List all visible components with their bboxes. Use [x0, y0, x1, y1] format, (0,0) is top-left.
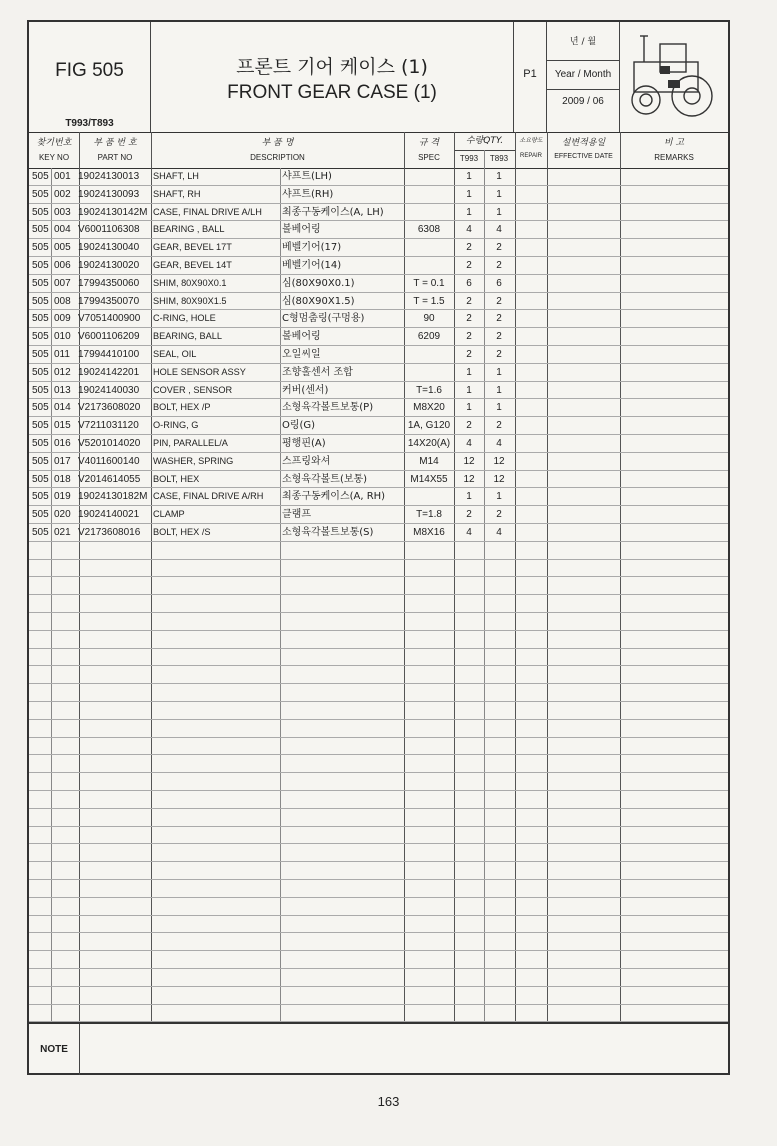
cell-en: BOLT, HEX /S [153, 527, 211, 537]
cell-en: BEARING , BALL [153, 224, 225, 235]
table-row [29, 275, 728, 293]
col-spec-ko: 규 격 [418, 138, 440, 148]
cell-ko: 최종구동케이스(A, LH) [282, 206, 384, 218]
table-row [29, 488, 728, 506]
cell-q1: 2 [466, 331, 472, 343]
empty-row [29, 773, 728, 791]
cell-q2: 1 [496, 491, 502, 503]
cell-q1: 12 [463, 455, 475, 467]
column-header-row [29, 132, 728, 169]
cell-key: 007 [54, 277, 71, 289]
cell-key: 016 [54, 438, 71, 449]
cell-q2: 2 [496, 420, 502, 432]
empty-row [29, 631, 728, 649]
date-label-korean: 년 / 월 [569, 37, 597, 47]
empty-row [29, 720, 728, 738]
cell-key: 015 [54, 420, 71, 432]
cell-ko: 베벨기어(14) [282, 260, 342, 271]
cell-key: 013 [54, 384, 71, 396]
cell-ko: 볼베어링 [282, 331, 321, 343]
cell-part: 19024142201 [78, 366, 140, 378]
table-row [29, 204, 728, 222]
cell-key: 012 [54, 366, 71, 378]
cell-spec: 6209 [417, 331, 441, 343]
cell-en: BOLT, HEX [153, 473, 200, 484]
col-part [79, 132, 151, 168]
cell-ko: 볼베어링 [282, 224, 321, 236]
empty-row [29, 916, 728, 934]
cell-q2: 2 [496, 242, 502, 254]
table-row [29, 364, 728, 382]
cell-part: V2173608020 [78, 402, 141, 414]
cell-q2: 12 [493, 473, 505, 485]
cell-en: CASE, FINAL DRIVE A/RH [153, 491, 264, 502]
cell-fig: 505 [32, 313, 49, 325]
cell-q1: 1 [466, 366, 472, 378]
cell-q1: 1 [466, 384, 472, 396]
col-desc-ko: 부 품 명 [261, 138, 294, 148]
col-qty-t893: T893 [489, 154, 509, 163]
tractor-icon [620, 22, 728, 132]
cell-q2: 2 [496, 331, 502, 343]
cell-q2: 4 [496, 224, 502, 236]
cell-ko: 오일씨일 [282, 349, 321, 360]
cell-ko: 스프링와셔 [282, 455, 331, 467]
empty-row [29, 577, 728, 595]
page-number: 163 [377, 1094, 400, 1109]
cell-part: 19024140021 [78, 509, 140, 521]
cell-q1: 1 [466, 402, 472, 414]
table-row [29, 239, 728, 257]
cell-key: 010 [54, 331, 71, 343]
col-qty-t993: T993 [459, 154, 479, 163]
cell-q1: 4 [466, 438, 472, 449]
cell-fig: 505 [32, 473, 49, 485]
cell-q2: 1 [496, 384, 502, 396]
page-code: P1 [523, 68, 537, 80]
empty-row [29, 898, 728, 916]
title-english: FRONT GEAR CASE (1) [227, 82, 437, 103]
cell-key: 014 [54, 402, 71, 414]
cell-q2: 1 [496, 402, 502, 414]
date-label-english: Year / Month [547, 60, 619, 90]
table-row [29, 328, 728, 346]
cell-fig: 505 [32, 509, 49, 521]
col-repair-en: REPAIR [520, 153, 542, 159]
cell-part: 19024130182M [78, 491, 148, 503]
cell-part: V7051400900 [78, 313, 141, 325]
cell-ko: 심(80X90X1.5) [282, 295, 355, 307]
cell-q2: 2 [496, 349, 502, 360]
cell-q2: 2 [496, 260, 502, 271]
table-row [29, 168, 728, 186]
cell-fig: 505 [32, 295, 49, 307]
col-desc [151, 132, 404, 168]
table-row [29, 471, 728, 489]
cell-spec: T = 0.1 [413, 277, 445, 289]
cell-key: 001 [54, 171, 71, 182]
cell-en: SHIM, 80X90X0.1 [153, 277, 227, 288]
model-code: T993/T893 [65, 118, 114, 129]
col-repair [515, 132, 547, 168]
col-effective [547, 132, 620, 168]
cell-ko: 조향홀센서 조합 [282, 366, 353, 378]
col-desc-en: DESCRIPTION [250, 153, 305, 162]
cell-part: V4011600140 [78, 455, 140, 467]
cell-spec: 14X20(A) [407, 438, 451, 449]
title-cell [151, 22, 514, 132]
empty-row [29, 969, 728, 987]
cell-ko: 최종구동케이스(A, RH) [282, 491, 386, 503]
cell-key: 011 [54, 349, 70, 360]
empty-row [29, 542, 728, 560]
cell-ko: 베벨기어(17) [282, 242, 342, 254]
cell-fig: 505 [32, 384, 49, 396]
col-spec [404, 132, 454, 168]
cell-part: 19024130142M [78, 206, 148, 218]
cell-part: V2014614055 [78, 473, 141, 485]
cell-key: 018 [54, 473, 71, 485]
empty-row [29, 595, 728, 613]
cell-q2: 2 [496, 509, 502, 521]
cell-spec: M14 [419, 455, 439, 467]
col-rem-en: REMARKS [654, 153, 694, 162]
cell-ko: 소형육각볼트보통(S) [282, 527, 374, 538]
cell-part: 19024140030 [78, 384, 140, 396]
cell-ko: O링(G) [282, 420, 316, 432]
cell-key: 003 [54, 206, 71, 218]
cell-part: V6001106209 [78, 331, 140, 343]
cell-ko: 심(80X90X0.1) [282, 277, 355, 289]
cell-en: GEAR, BEVEL 17T [153, 242, 232, 253]
empty-row [29, 951, 728, 969]
cell-part: 19024130093 [78, 188, 140, 200]
cell-part: V2173608016 [78, 527, 141, 538]
table-row [29, 221, 728, 239]
col-key-ko: 찾기번호 [36, 138, 72, 148]
col-qty: 수량QTY. [454, 132, 515, 151]
cell-en: BEARING, BALL [153, 331, 222, 342]
sheet-header [29, 22, 728, 133]
empty-row [29, 738, 728, 756]
empty-row [29, 1005, 728, 1023]
empty-row [29, 702, 728, 720]
table-row [29, 257, 728, 275]
table-row [29, 310, 728, 328]
cell-q1: 2 [466, 295, 472, 307]
cell-fig: 505 [32, 206, 49, 218]
table-row [29, 382, 728, 400]
cell-key: 005 [54, 242, 71, 254]
cell-spec: M8X16 [413, 527, 445, 538]
cell-fig: 505 [32, 331, 49, 343]
cell-en: SEAL, OIL [153, 349, 197, 359]
cell-en: SHIM, 80X90X1.5 [153, 295, 227, 306]
cell-ko: 샤프트(RH) [282, 188, 334, 200]
cell-part: V7211031120 [78, 420, 139, 432]
table-row [29, 346, 728, 364]
cell-key: 021 [54, 527, 71, 538]
cell-part: 19024130013 [78, 171, 140, 182]
cell-spec: T=1.6 [416, 384, 442, 396]
cell-en: O-RING, G [153, 420, 199, 431]
table-row [29, 524, 728, 542]
cell-q1: 2 [466, 509, 472, 521]
cell-en: HOLE SENSOR ASSY [153, 366, 246, 377]
cell-key: 017 [54, 455, 71, 467]
parts-sheet [27, 20, 730, 1075]
cell-en: WASHER, SPRING [153, 455, 234, 466]
cell-q2: 2 [496, 313, 502, 325]
cell-key: 009 [54, 313, 71, 325]
col-spec-en: SPEC [418, 153, 440, 162]
cell-q2: 1 [496, 206, 502, 218]
cell-q2: 6 [496, 277, 502, 289]
figure-cell [29, 22, 151, 132]
figure-number: FIG 505 [55, 60, 124, 81]
empty-row [29, 755, 728, 773]
col-rem-ko: 비 고 [663, 138, 685, 148]
date-cell [547, 22, 620, 132]
col-remarks [620, 132, 728, 168]
col-key-en: KEY NO [38, 153, 70, 162]
cell-part: 17994350070 [78, 295, 140, 307]
col-key [29, 132, 79, 168]
cell-ko: 샤프트(LH) [282, 171, 332, 182]
empty-row [29, 987, 728, 1005]
cell-key: 019 [54, 491, 71, 503]
empty-row [29, 880, 728, 898]
cell-fig: 505 [32, 260, 49, 271]
cell-q2: 4 [496, 527, 502, 538]
cell-q1: 1 [466, 206, 472, 218]
title-korean: 프론트 기어 케이스 (1) [236, 56, 428, 78]
cell-spec: M8X20 [413, 402, 445, 414]
col-part-en: PART NO [97, 153, 133, 162]
cell-q1: 4 [466, 527, 472, 538]
cell-key: 006 [54, 260, 71, 271]
date-value: 2009 / 06 [562, 96, 604, 107]
cell-en: CLAMP [153, 509, 185, 520]
table-row [29, 293, 728, 311]
cell-en: COVER , SENSOR [153, 384, 233, 395]
cell-q2: 12 [493, 455, 505, 467]
table-row [29, 506, 728, 524]
cell-q2: 1 [496, 171, 502, 182]
empty-row [29, 933, 728, 951]
empty-row [29, 791, 728, 809]
note-label: NOTE [29, 1024, 80, 1075]
cell-fig: 505 [32, 527, 49, 538]
cell-fig: 505 [32, 402, 49, 414]
table-row [29, 417, 728, 435]
cell-key: 008 [54, 295, 71, 307]
cell-q1: 2 [466, 349, 472, 360]
cell-q2: 1 [496, 188, 502, 200]
cell-spec: 90 [423, 313, 435, 325]
cell-ko: 평행핀(A) [282, 438, 326, 449]
empty-row [29, 809, 728, 827]
cell-fig: 505 [32, 188, 49, 200]
cell-fig: 505 [32, 420, 49, 432]
col-repair-ko: 소요량도 [519, 137, 543, 144]
cell-en: CASE, FINAL DRIVE A/LH [153, 206, 262, 217]
empty-row [29, 684, 728, 702]
empty-row [29, 844, 728, 862]
cell-fig: 505 [32, 277, 49, 289]
cell-en: SHAFT, RH [153, 188, 201, 199]
cell-ko: 소형육각볼트보통(P) [282, 402, 374, 414]
cell-ko: 소형육각볼트(보통) [282, 473, 368, 485]
cell-part: 17994350060 [78, 277, 140, 289]
cell-ko: 클램프 [282, 509, 311, 521]
cell-fig: 505 [32, 349, 49, 360]
table-row [29, 453, 728, 471]
cell-fig: 505 [32, 455, 49, 467]
col-eff-en: EFFECTIVE DATE [554, 153, 613, 160]
cell-spec: M14X55 [410, 473, 448, 485]
cell-fig: 505 [32, 171, 49, 182]
cell-en: SHAFT, LH [153, 171, 199, 181]
cell-ko: C형멈춤링(구멍용) [282, 313, 365, 325]
tractor-thumbnail [620, 22, 728, 132]
cell-key: 002 [54, 188, 71, 200]
empty-row [29, 649, 728, 667]
table-row [29, 399, 728, 417]
cell-part: 17994410100 [78, 349, 140, 360]
cell-spec: 1A, G120 [407, 420, 451, 432]
cell-q1: 2 [466, 260, 472, 271]
cell-q1: 2 [466, 420, 472, 432]
cell-part: V6001106308 [78, 224, 140, 236]
cell-q2: 2 [496, 295, 502, 307]
cell-fig: 505 [32, 491, 49, 503]
col-part-ko: 부 품 번 호 [93, 138, 137, 148]
cell-q1: 2 [466, 313, 472, 325]
empty-row [29, 862, 728, 880]
cell-q1: 1 [466, 491, 472, 503]
cell-q1: 1 [466, 171, 472, 182]
cell-q1: 1 [466, 188, 472, 200]
cell-q1: 12 [463, 473, 475, 485]
cell-part: 19024130040 [78, 242, 140, 254]
cell-part: V5201014020 [78, 438, 141, 449]
cell-en: C-RING, HOLE [153, 313, 216, 324]
cell-q1: 4 [466, 224, 472, 236]
empty-row [29, 666, 728, 684]
cell-spec: T = 1.5 [413, 295, 445, 307]
cell-en: PIN, PARALLEL/A [153, 438, 228, 448]
cell-q1: 2 [466, 242, 472, 254]
table-row [29, 186, 728, 204]
page-cell [514, 22, 547, 132]
cell-part: 19024130020 [78, 260, 140, 271]
col-eff-ko: 설변적용일 [561, 138, 606, 148]
cell-q2: 1 [496, 366, 502, 378]
cell-fig: 505 [32, 366, 49, 378]
cell-en: BOLT, HEX /P [153, 402, 211, 413]
cell-q1: 6 [466, 277, 472, 289]
empty-row [29, 613, 728, 631]
note-section [29, 1022, 728, 1075]
cell-spec: T=1.8 [416, 509, 442, 521]
cell-key: 020 [54, 509, 71, 521]
cell-key: 004 [54, 224, 71, 236]
empty-row [29, 827, 728, 845]
cell-spec: 6308 [417, 224, 441, 236]
table-row [29, 435, 728, 453]
cell-q2: 4 [496, 438, 502, 449]
cell-fig: 505 [32, 438, 49, 449]
empty-row [29, 560, 728, 578]
cell-fig: 505 [32, 242, 49, 254]
cell-fig: 505 [32, 224, 49, 236]
cell-en: GEAR, BEVEL 14T [153, 260, 232, 270]
cell-ko: 커버(센서) [282, 384, 329, 396]
